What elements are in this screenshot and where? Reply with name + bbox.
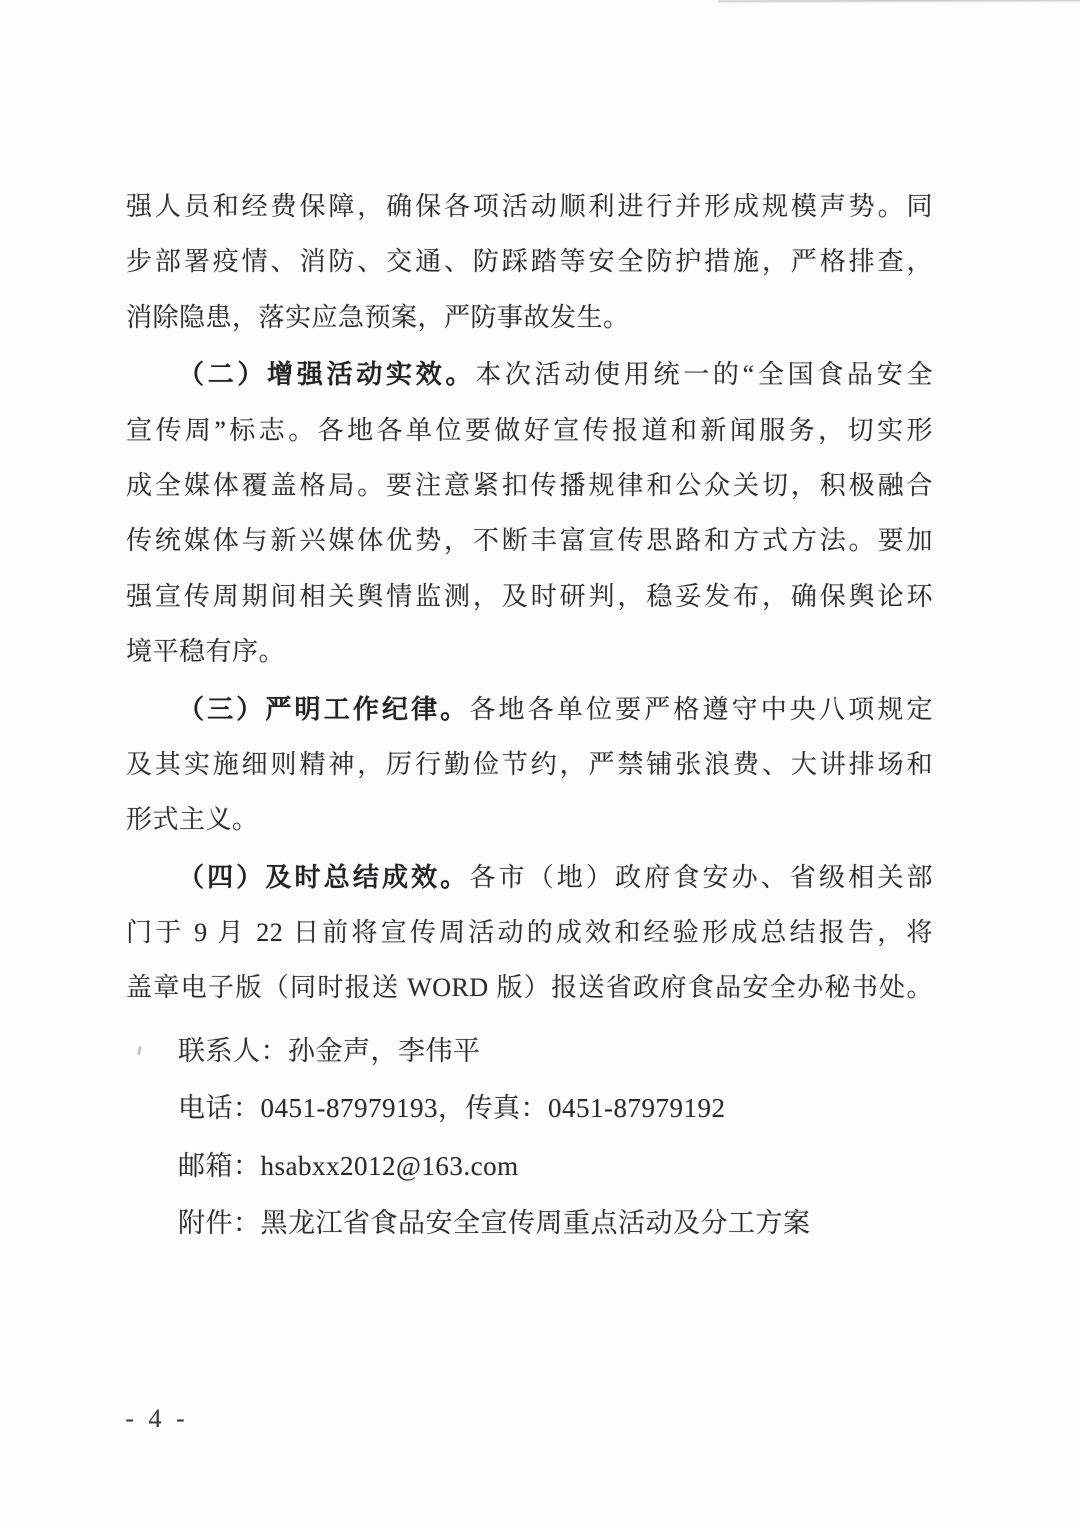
body-text: 形式主义。	[126, 805, 259, 835]
body-line	[126, 179, 933, 234]
scan-edge-artifact	[718, 0, 1080, 3]
body-line	[126, 403, 933, 458]
body-line	[126, 290, 933, 345]
body-line	[126, 458, 933, 513]
body-line	[126, 737, 933, 792]
section-heading: （三）严明工作纪律。	[178, 694, 470, 724]
body-text: 各市（地）政府食安办、省级相关部	[469, 862, 933, 892]
page-number: - 4 -	[125, 1404, 189, 1433]
body-text: 境平稳有序。	[126, 637, 286, 667]
body-text: 各地各单位要严格遵守中央八项规定	[469, 694, 933, 724]
body-text: 消除隐患，落实应急预案，严防事故发生。	[126, 302, 630, 332]
body-text: 宣传周”标志。各地各单位要做好宣传报道和新闻服务，切实形	[126, 415, 933, 445]
body-text: 门于 9 月 22 日前将宣传周活动的成效和经验形成总结报告，将	[126, 918, 933, 948]
body-line	[126, 960, 933, 1015]
body-text: 及其实施细则精神，厉行勤俭节约，严禁铺张浪费、大讲排场和	[126, 749, 933, 779]
body-line	[126, 792, 933, 847]
contact-phone-line: 电话：0451-87979193，传真：0451-87979192	[178, 1093, 726, 1124]
body-text: 步部署疫情、消防、交通、防踩踏等安全防护措施，严格排查，	[126, 247, 933, 277]
body-line	[126, 513, 933, 568]
attachment-line: 附件：黑龙江省食品安全宣传周重点活动及分工方案	[178, 1208, 811, 1239]
body-line	[126, 347, 933, 402]
body-line	[126, 905, 933, 960]
body-text: 强人员和经费保障，确保各项活动顺利进行并形成规模声势。同	[126, 192, 933, 221]
contact-email-line: 邮箱：hsabxx2012@163.com	[178, 1150, 519, 1181]
contact-person-line: 联系人：孙金声，李伟平	[178, 1035, 481, 1066]
body-line	[126, 234, 933, 289]
body-text: 盖章电子版（同时报送 WORD 版）报送省政府食品安全办秘书处。	[126, 973, 933, 1003]
body-text: 传统媒体与新兴媒体优势，不断丰富宣传思路和方式方法。要加	[126, 526, 933, 556]
body-line	[126, 850, 933, 905]
body-text: 强宣传周期间相关舆情监测，及时研判，稳妥发布，确保舆论环	[126, 581, 933, 611]
body-text: 本次活动使用统一的“全国食品安全	[475, 360, 933, 390]
body-line	[126, 682, 933, 737]
section-heading: （四）及时总结成效。	[178, 862, 470, 892]
document-body	[126, 179, 933, 1253]
body-line	[126, 569, 933, 624]
body-text: 成全媒体覆盖格局。要注意紧扣传播规律和公众关切，积极融合	[126, 470, 933, 500]
section-heading: （二）增强活动实效。	[178, 360, 476, 390]
body-line	[126, 624, 933, 679]
